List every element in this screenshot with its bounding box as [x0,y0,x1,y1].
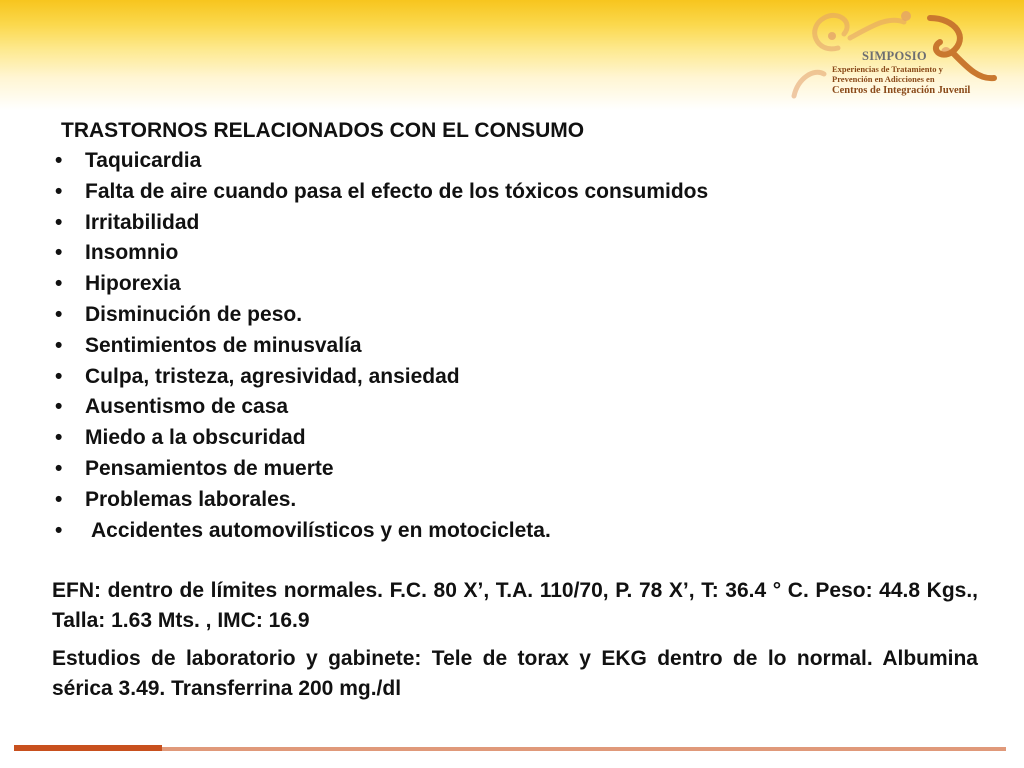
symptom-list [52,146,978,546]
list-item [52,269,978,300]
list-item [52,177,978,208]
footer-accent-bar [14,745,162,751]
footer-divider [14,747,1006,751]
bullet-icon: • [55,395,63,419]
list-item-text: Irritabilidad [85,210,200,234]
list-item-text: Culpa, tristeza, agresividad, ansiedad [85,364,460,388]
bullet-icon: • [55,149,63,172]
slide-content [52,116,978,704]
slide-heading: TRASTORNOS RELACIONADOS CON EL CONSUMO [61,119,585,142]
list-item-text: Miedo a la obscuridad [85,426,306,450]
list-item [52,362,978,393]
list-item-text: Falta de aire cuando pasa el efecto de los tóxicos consumidos [85,179,709,203]
bullet-icon: • [55,518,63,542]
list-item [52,331,978,362]
list-item [52,238,978,269]
logo-line-1: Experiencias de Tratamiento y [832,63,943,74]
bullet-icon: • [55,426,63,450]
logo-title: SIMPOSIO [862,49,927,63]
list-item-text: Ausentismo de casa [85,395,289,419]
list-item [52,392,978,423]
list-item [52,516,978,547]
list-item-text: Insomnio [85,241,179,265]
bullet-icon: • [55,487,63,511]
list-item [52,208,978,239]
list-item-text: Accidentes automovilísticos y en motocicleta. [91,518,551,542]
bullet-icon: • [55,364,63,388]
list-item-text: Sentimientos de minusvalía [85,333,362,357]
bullet-icon: • [55,333,63,357]
list-item [52,485,978,516]
list-item-text: Problemas laborales. [85,487,297,511]
list-item [52,454,978,485]
bullet-icon: • [55,210,63,234]
physical-exam-paragraph: EFN: dentro de límites normales. F.C. 80 X’, T.A. 110/70, P. 78 X’, T: 36.4 ° C. Peso: 44.8 Kgs., Talla: 1.63 Mts. , IMC: 16.9 [52,579,978,633]
bullet-icon: • [55,241,63,265]
bullet-icon: • [55,179,63,203]
list-item [52,300,978,331]
logo-line-2: Prevención en Adicciones en [832,74,935,84]
list-item-text: Disminución de peso. [85,302,303,326]
lab-studies-paragraph: Estudios de laboratorio y gabinete: Tele de torax y EKG dentro de lo normal. Albumina sérica 3.49. Transferrina 200 mg./dl [52,647,978,701]
bullet-icon: • [55,272,63,296]
list-item-text: Pensamientos de muerte [85,456,334,480]
list-item [52,146,978,177]
logo-text-block [832,50,1002,98]
list-item-text: Taquicardia [85,149,202,172]
simposio-logo [780,8,1000,100]
bullet-icon: • [55,302,63,326]
bullet-icon: • [55,456,63,480]
list-item [52,423,978,454]
logo-line-3: Centros de Integración Juvenil [832,84,971,96]
list-item-text: Hiporexia [85,272,181,296]
